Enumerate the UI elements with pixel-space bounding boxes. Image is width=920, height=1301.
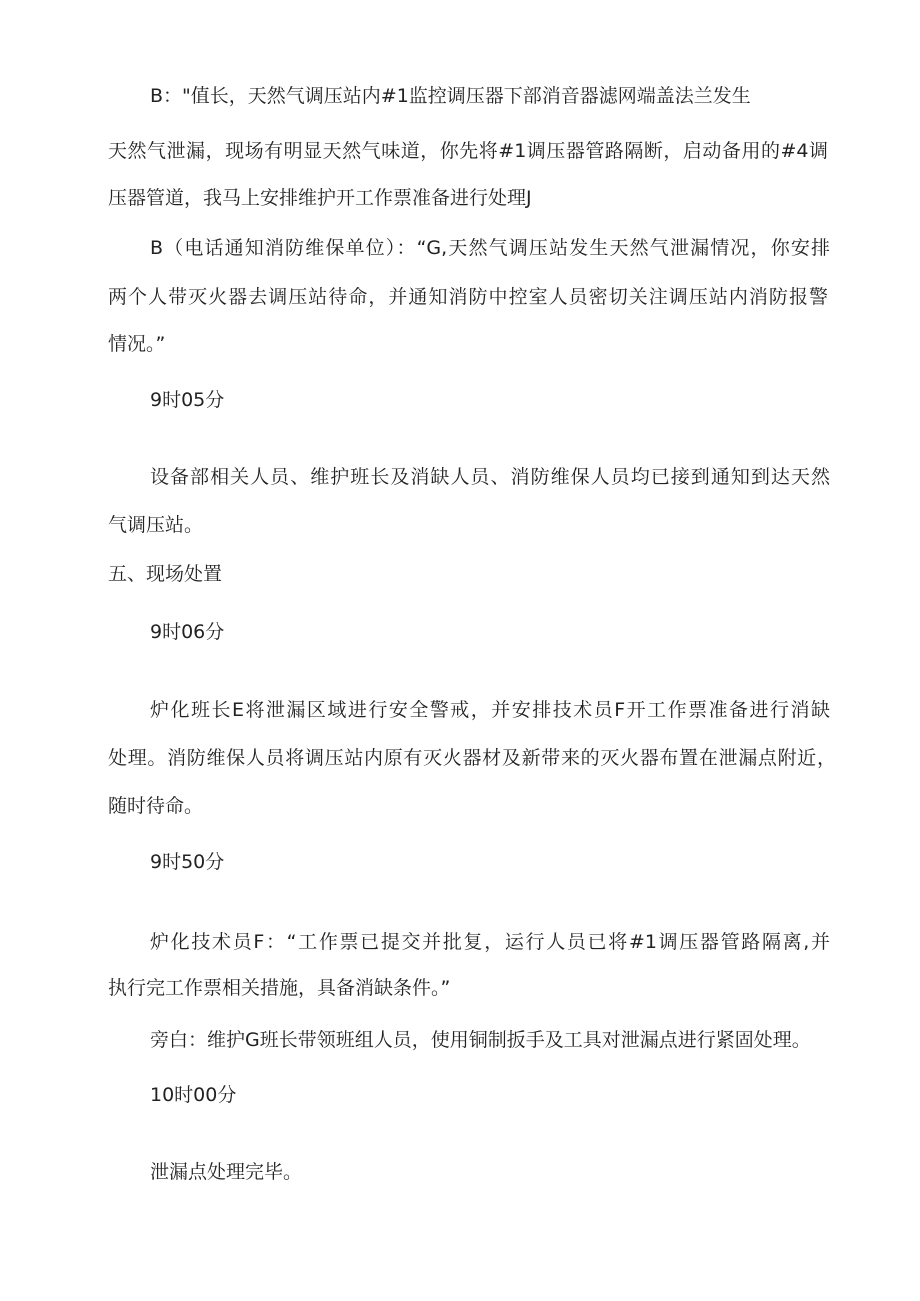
dialogue-line: B（电话通知消防维保单位）：“G,天然气调压站发生天然气泄漏情况，你安排 [150,237,830,259]
timestamp: 9时50分 [150,851,225,873]
dialogue-line: B："值长，天然气调压站内#1监控调压器下部消音器滤网端盖法兰发生 [150,85,751,107]
dialogue-line: 执行完工作票相关措施，具备消缺条件。” [108,977,451,999]
dialogue-line: 两个人带灭火器去调压站待命，并通知消防中控室人员密切关注调压站内消防报警 [108,286,828,308]
dialogue-line: 炉化技术员F：“工作票已提交并批复，运行人员已将#1调压器管路隔离,并 [150,931,830,953]
paragraph-line: 随时待命。 [108,795,204,817]
paragraph-line: 设备部相关人员、维护班长及消缺人员、消防维保人员均已接到通知到达天然 [150,466,830,488]
dialogue-line: 压器管道，我马上安排维护开工作票准备进行处理J [108,187,532,209]
timestamp: 9时06分 [150,621,225,643]
dialogue-line: 情况。” [108,333,166,355]
paragraph-line: 气调压站。 [108,514,204,536]
paragraph-line: 炉化班长E将泄漏区域进行安全警戒，并安排技术员F开工作票准备进行消缺 [150,699,830,721]
narration-line: 旁白：维护G班长带领班组人员，使用铜制扳手及工具对泄漏点进行紧固处理。 [150,1029,811,1051]
timestamp: 9时05分 [150,389,225,411]
paragraph-line: 泄漏点处理完毕。 [150,1161,303,1183]
dialogue-line: 天然气泄漏，现场有明显天然气味道，你先将#1调压器管路隔断，启动备用的#4调 [108,140,828,162]
paragraph-line: 处理。消防维保人员将调压站内原有灭火器材及新带来的灭火器布置在泄漏点附近， [108,747,836,769]
timestamp: 10时00分 [150,1084,237,1106]
section-heading: 五、现场处置 [108,563,223,585]
